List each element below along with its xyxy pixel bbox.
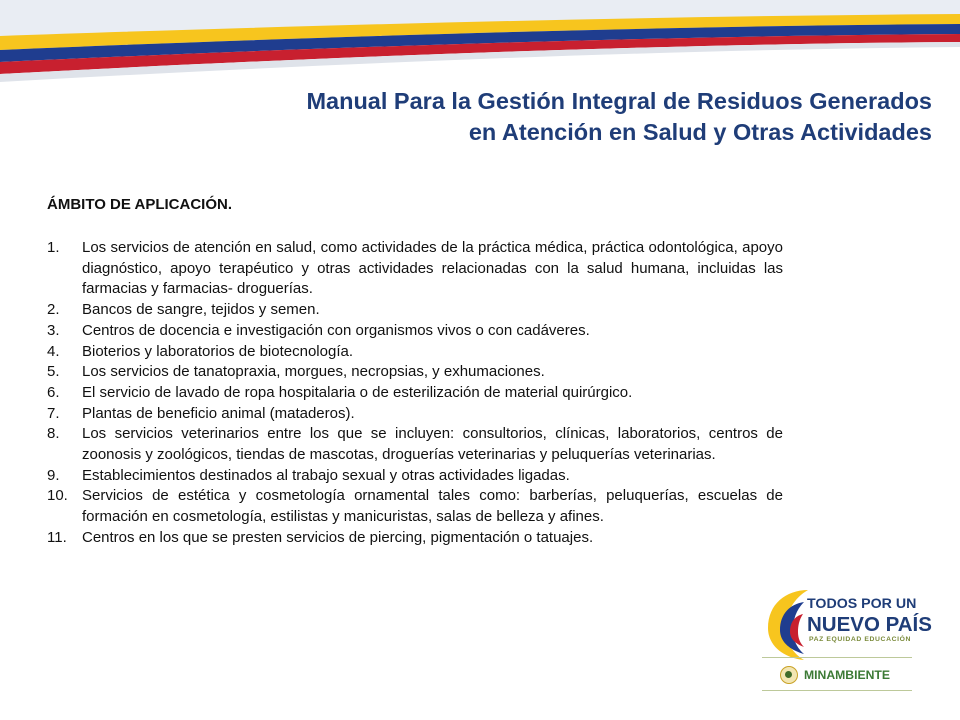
item-text: Los servicios de tanatopraxia, morgues, necropsias, y exhumaciones.	[82, 363, 545, 381]
item-number: 2.	[47, 301, 60, 319]
logo-line-2: NUEVO PAÍS	[807, 613, 932, 636]
list-item	[47, 342, 783, 363]
list-item	[47, 404, 783, 425]
item-number: 4.	[47, 342, 60, 360]
list-item	[47, 466, 783, 487]
title-line-1: Manual Para la Gestión Integral de Residuos Generados	[306, 88, 932, 114]
item-number: 8.	[47, 425, 60, 443]
list-item	[47, 383, 783, 404]
list-item	[47, 362, 783, 383]
item-text: Los servicios de atención en salud, como actividades de la práctica médica, práctica odontológica, apoyo diagnóstico, apoyo terapéutico y otras actividades relacionadas con la salud humana, incluidas las farmacias y farmacias- droguerías.	[82, 239, 783, 298]
item-text: Centros de docencia e investigación con organismos vivos o con cadáveres.	[82, 321, 590, 339]
list-item	[47, 486, 783, 527]
item-number: 9.	[47, 466, 60, 484]
scope-list	[47, 238, 783, 549]
item-number: 7.	[47, 404, 60, 422]
list-item	[47, 424, 783, 465]
item-number: 11.	[47, 528, 67, 546]
item-text: Bancos de sangre, tejidos y semen.	[82, 301, 320, 319]
item-text: Los servicios veterinarios entre los que se incluyen: consultorios, clínicas, laboratorios, centros de zoonosis y zoológicos, tiendas de mascotas, droguerías veterinarias y peluquerías veterinarias.	[82, 425, 783, 464]
item-text: Establecimientos destinados al trabajo sexual y otras actividades ligadas.	[82, 466, 570, 484]
coat-of-arms-icon	[780, 666, 798, 684]
item-text: Centros en los que se presten servicios de piercing, pigmentación o tatuajes.	[82, 528, 594, 546]
list-item	[47, 321, 783, 342]
list-item	[47, 300, 783, 321]
flag-banner	[0, 0, 960, 90]
item-text: El servicio de lavado de ropa hospitalaria o de esterilización de material quirúrgico.	[82, 383, 633, 401]
item-number: 10.	[47, 487, 68, 505]
logo-divider	[762, 657, 912, 658]
slide-title	[172, 86, 932, 148]
item-text: Servicios de estética y cosmetología ornamental tales como: barberías, peluquerías, escuelas de formación en cosmetología, estilistas y manicuristas, salas de belleza y afines.	[82, 487, 783, 526]
logo-divider-bottom	[762, 690, 912, 691]
logo-tagline: PAZ EQUIDAD EDUCACIÓN	[809, 636, 911, 643]
logo-line-1: TODOS POR UN	[807, 596, 917, 612]
list-item	[47, 528, 783, 549]
item-number: 6.	[47, 383, 60, 401]
item-number: 1.	[47, 239, 60, 256]
item-number: 5.	[47, 363, 60, 381]
title-line-2: en Atención en Salud y Otras Actividades	[468, 119, 932, 145]
item-text: Plantas de beneficio animal (mataderos).	[82, 404, 355, 422]
list-item	[47, 238, 783, 300]
ministry-label: MINAMBIENTE	[804, 668, 890, 682]
section-heading: ÁMBITO DE APLICACIÓN.	[47, 196, 233, 213]
item-number: 3.	[47, 321, 60, 339]
item-text: Bioterios y laboratorios de biotecnología.	[82, 342, 353, 360]
